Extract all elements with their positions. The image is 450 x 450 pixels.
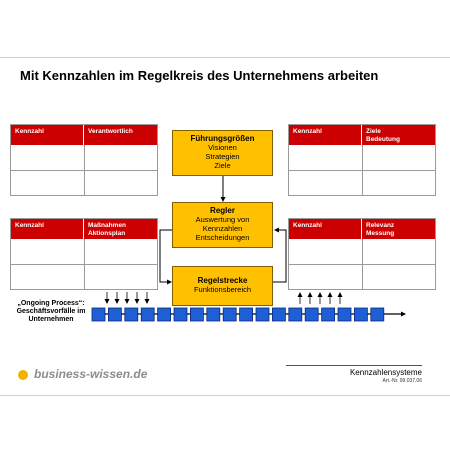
process-label-line: Geschäftsvorfälle im <box>16 308 86 315</box>
box-line: Visionen <box>208 143 237 152</box>
left-arrow-group <box>107 292 147 303</box>
process-block <box>240 308 253 321</box>
box-regelstrecke <box>172 266 273 306</box>
header-col2: Relevanz Messung <box>366 222 395 237</box>
process-block <box>125 308 138 321</box>
process-label-line: Unternehmen <box>28 316 74 323</box>
box-line: Entscheidungen <box>195 233 250 242</box>
box-line: Kennzahlen <box>202 224 243 233</box>
header-col2: Maßnahmen Aktionsplan <box>88 222 126 237</box>
footer-divider <box>286 365 422 366</box>
process-block <box>354 308 367 321</box>
box-fuehrungsgroessen <box>172 130 273 176</box>
process-block <box>92 308 105 321</box>
header-kennzahl: Kennzahl <box>289 125 362 145</box>
box-line: Ziele <box>214 161 231 170</box>
process-block <box>338 308 351 321</box>
box-line: Strategien <box>205 152 240 161</box>
footer-article-number: Art.-Nr. 99.037.06 <box>382 378 422 384</box>
right-arrow-group <box>300 293 340 304</box>
brand-logo-text: business-wissen.de <box>34 367 148 381</box>
process-block <box>289 308 302 321</box>
process-block <box>322 308 335 321</box>
box-title: Regelstrecke <box>197 276 248 285</box>
process-block <box>190 308 203 321</box>
process-label <box>10 300 92 324</box>
process-block <box>108 308 121 321</box>
box-title: Führungsgrößen <box>190 134 255 143</box>
process-block <box>141 308 154 321</box>
process-block <box>371 308 384 321</box>
box-regler <box>172 202 273 248</box>
arrow-strecke-regler <box>273 230 286 282</box>
header-kennzahl: Kennzahl <box>289 219 362 239</box>
process-block <box>207 308 220 321</box>
process-block <box>272 308 285 321</box>
process-block <box>223 308 236 321</box>
arrow-regler-strecke <box>160 230 172 282</box>
header-kennzahl: Kennzahl <box>11 219 84 239</box>
process-block <box>256 308 269 321</box>
header-col2: Ziele Bedeutung <box>366 128 400 143</box>
footer-title: Kennzahlensysteme <box>349 368 422 377</box>
process-block <box>174 308 187 321</box>
process-block <box>305 308 318 321</box>
box-line: Auswertung von <box>195 215 250 224</box>
brand-dot-icon <box>18 370 28 380</box>
box-title: Regler <box>210 206 235 215</box>
page-title: Mit Kennzahlen im Regelkreis des Unternehmens arbeiten <box>20 68 379 83</box>
process-label-line: „Ongoing Process“: <box>17 300 85 307</box>
box-line: Funktionsbereich <box>193 285 252 294</box>
header-col2: Verantwortlich <box>88 128 133 135</box>
header-kennzahl: Kennzahl <box>11 125 84 145</box>
process-block <box>158 308 171 321</box>
